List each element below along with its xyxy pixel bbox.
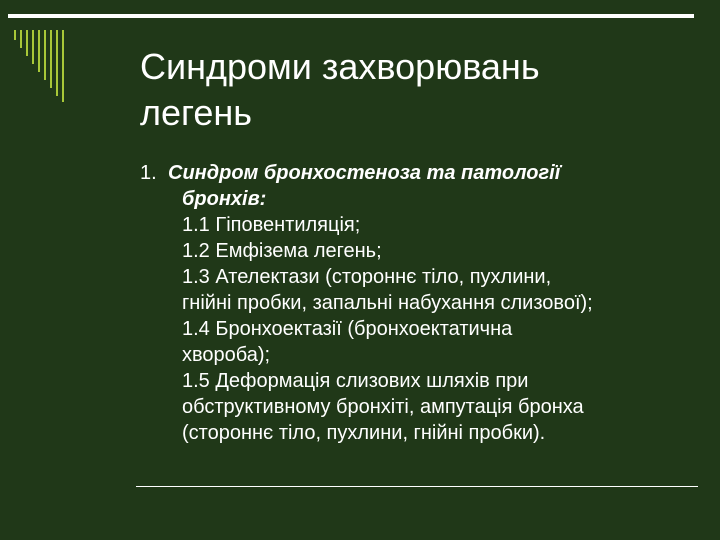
stripe	[44, 30, 46, 80]
top-rule	[8, 14, 694, 18]
slide-title	[140, 44, 700, 136]
section-number: 1.	[140, 162, 157, 184]
section-heading-row	[140, 160, 700, 186]
stripe	[14, 30, 16, 40]
section-content	[140, 186, 700, 446]
stripe	[50, 30, 52, 88]
stripe	[20, 30, 22, 48]
list-item-line: (стороннє тіло, пухлини, гнійні пробки).	[182, 422, 546, 444]
decorative-stripes	[14, 30, 64, 102]
list-item-line: 1.1 Гіповентиляція;	[182, 214, 361, 236]
stripe	[62, 30, 64, 102]
slide-body	[140, 160, 700, 446]
list-item-line: обструктивному бронхіті, ампутація бронха	[182, 396, 584, 418]
stripe	[32, 30, 34, 64]
stripe	[26, 30, 28, 56]
list-item-line: хвороба);	[182, 344, 271, 366]
list-item-line: гнійні пробки, запальні набухання слизової);	[182, 292, 593, 314]
title-line-1: Синдроми захворювань	[140, 46, 540, 87]
list-item-line: 1.2 Емфізема легень;	[182, 240, 382, 262]
stripe	[56, 30, 58, 96]
list-item-line: 1.4 Бронхоектазії (бронхоектатична	[182, 318, 513, 340]
list-item-line: 1.3 Ателектази (стороннє тіло, пухлини,	[182, 266, 552, 288]
stripe	[38, 30, 40, 72]
title-line-2: легень	[140, 92, 253, 133]
section-heading-line-1: Синдром бронхостеноза та патології	[168, 162, 561, 184]
section-heading-line-2: бронхів:	[182, 188, 267, 210]
item-list	[182, 212, 700, 446]
bottom-rule	[136, 486, 698, 487]
list-item-line: 1.5 Деформація слизових шляхів при	[182, 370, 529, 392]
